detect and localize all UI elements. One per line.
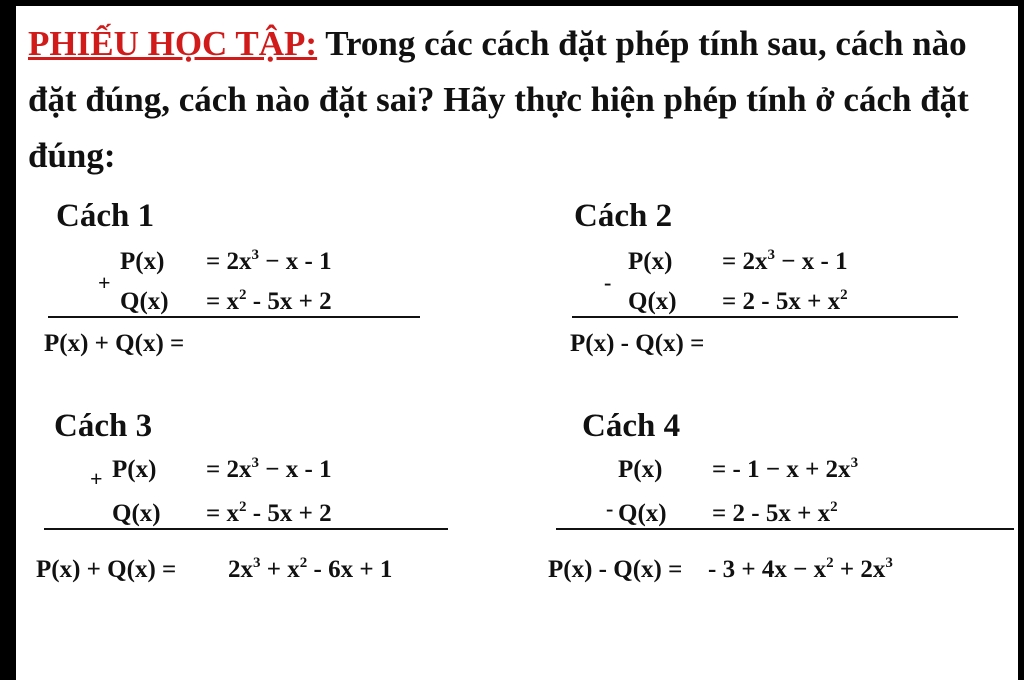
p-expression: = $2x^3 - x - 1$	[206, 455, 332, 483]
q-expression: = $x^2 - 5x + 2$	[206, 287, 332, 315]
q-label: Q(x)	[112, 500, 161, 527]
heading-lead: PHIẾU HỌC TẬP:	[28, 24, 318, 63]
method-title: Cách 2	[574, 198, 673, 234]
p-label: P(x)	[112, 456, 157, 483]
sum-line	[48, 316, 420, 318]
p-label: P(x)	[618, 456, 663, 483]
difference-line	[556, 528, 1014, 530]
operation-sign: +	[98, 270, 111, 295]
p-expression: = $2x^3 - x - 1$	[206, 247, 332, 275]
result-expression: - $3 + 4x - x^2 + 2x^3$	[708, 555, 893, 583]
operation-sign: +	[90, 466, 103, 491]
result-expression: $2x^3 + x^2 - 6x + 1$	[228, 555, 393, 583]
heading-text: Trong các cách đặt phép tính sau, cách nào đặt đúng, cách nào đặt sai? Hãy thực hiện phép tính ở cách đặt đúng:	[28, 24, 969, 175]
q-label: Q(x)	[120, 288, 169, 315]
q-label: Q(x)	[618, 500, 667, 527]
q-expression: = $x^2 - 5x + 2$	[206, 499, 332, 527]
method-title: Cách 3	[54, 408, 153, 444]
operation-sign: -	[604, 270, 612, 295]
result-label: P(x) - Q(x) =	[548, 556, 683, 583]
result-label: P(x) + Q(x) =	[44, 330, 185, 357]
method-title: Cách 1	[56, 198, 155, 234]
q-expression: = $2 - 5x + x^2$	[722, 287, 848, 315]
method-title: Cách 4	[582, 408, 681, 444]
sum-line	[44, 528, 448, 530]
p-label: P(x)	[628, 248, 673, 275]
operation-sign: -	[606, 496, 614, 521]
difference-line	[572, 316, 958, 318]
p-expression: = - $1 - x + 2x^3$	[712, 455, 859, 483]
result-label: P(x) - Q(x) =	[570, 330, 705, 357]
p-label: P(x)	[120, 248, 165, 275]
result-label: P(x) + Q(x) =	[36, 556, 177, 583]
q-label: Q(x)	[628, 288, 677, 315]
worksheet-heading	[28, 16, 988, 184]
q-expression: = $2 - 5x + x^2$	[712, 499, 838, 527]
p-expression: = $2x^3 - x - 1$	[722, 247, 848, 275]
